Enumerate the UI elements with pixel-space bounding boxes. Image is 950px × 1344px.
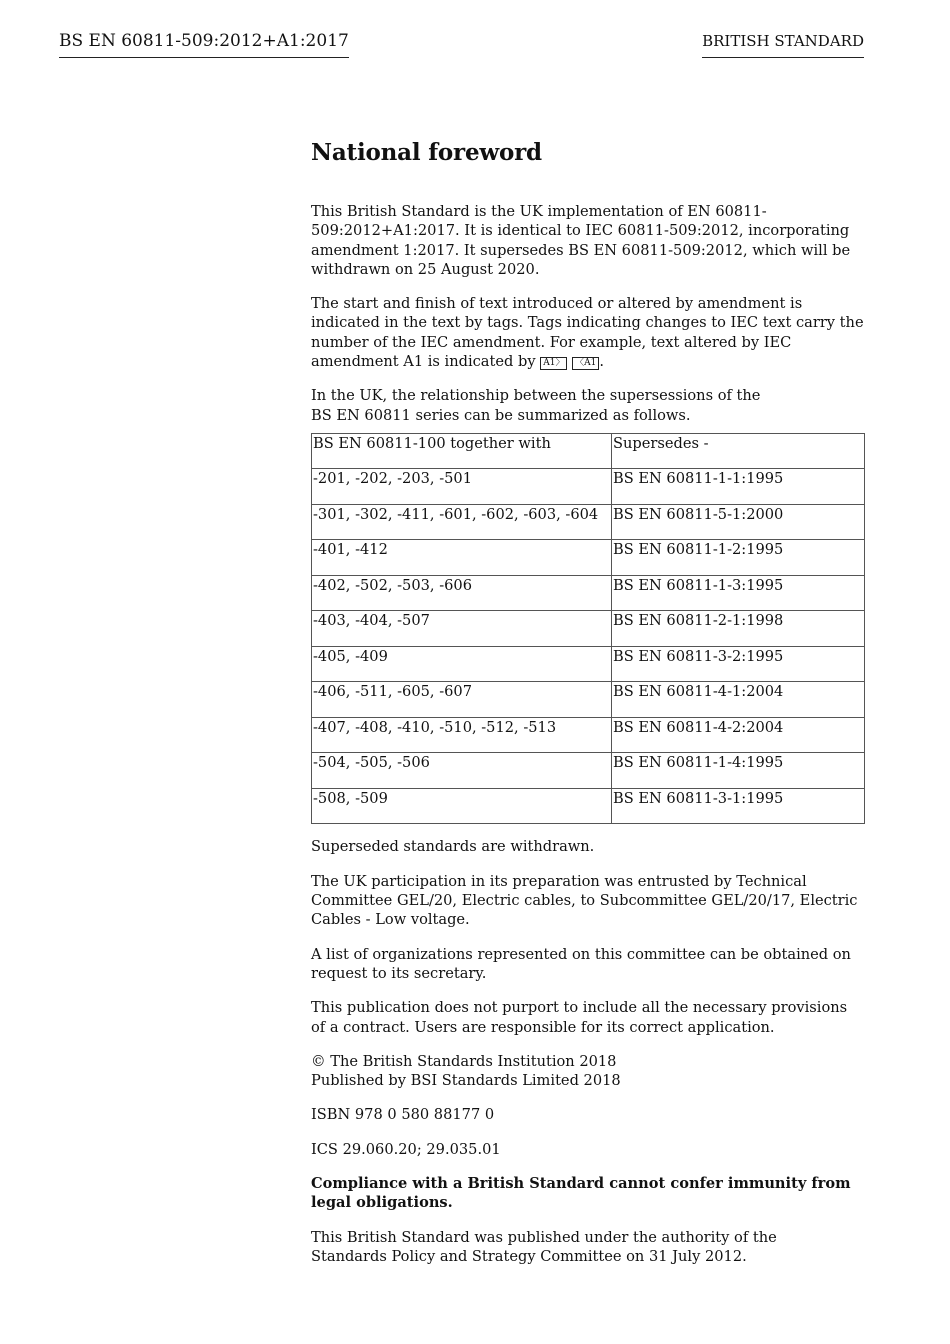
- supersession-table: [311, 433, 865, 825]
- supersedes-cell: BS EN 60811-5-1:2000: [612, 504, 865, 540]
- table-row: [312, 682, 865, 718]
- implementation-paragraph: This British Standard is the UK implementation of EN 60811-509:2012+A1:2017. It is identical to IEC 60811-509:2012, incorporating amendment 1:2017. It supersedes BS EN 60811-509:2012, which will be withdrawn on 25 August 2020.: [311, 203, 851, 278]
- compliance-statement: Compliance with a British Standard cannot confer immunity from legal obligations.: [311, 1175, 851, 1212]
- amendment-open-tag-icon: A1〉: [540, 357, 567, 370]
- table-header-row: [312, 433, 865, 469]
- supersedes-cell: BS EN 60811-3-1:1995: [612, 788, 865, 824]
- supersedes-cell: BS EN 60811-1-4:1995: [612, 753, 865, 789]
- table-header-cell: BS EN 60811-100 together with: [312, 433, 612, 469]
- table-row: [312, 717, 865, 753]
- table-row: [312, 540, 865, 576]
- table-row: [312, 611, 865, 647]
- supersession-intro-paragraph: [311, 386, 864, 425]
- publisher-line: Published by BSI Standards Limited 2018: [311, 1072, 621, 1090]
- parts-cell: -508, -509: [312, 788, 612, 824]
- amendment-tags-end: .: [599, 353, 604, 371]
- copyright-line: © The British Standards Institution 2018: [311, 1052, 617, 1070]
- supersession-intro-line1: In the UK, the relationship between the supersessions of the: [311, 387, 761, 405]
- table-row: [312, 753, 865, 789]
- amendment-close-tag-icon: 〈A1: [572, 357, 599, 370]
- parts-cell: -401, -412: [312, 540, 612, 576]
- isbn: ISBN 978 0 580 88177 0: [311, 1106, 495, 1124]
- supersedes-cell: BS EN 60811-1-1:1995: [612, 469, 865, 505]
- table-row: [312, 504, 865, 540]
- document-series-label: BRITISH STANDARD: [702, 30, 864, 58]
- supersedes-cell: BS EN 60811-2-1:1998: [612, 611, 865, 647]
- supersedes-cell: BS EN 60811-1-2:1995: [612, 540, 865, 576]
- participation-paragraph: The UK participation in its preparation was entrusted by Technical Committee GEL/20, Electric cables, to Subcommittee GEL/20/17, Electric Cables - Low voltage.: [311, 872, 858, 929]
- amendment-tags-paragraph: [311, 294, 864, 371]
- table-row: [312, 469, 865, 505]
- parts-cell: -407, -408, -410, -510, -512, -513: [312, 717, 612, 753]
- parts-cell: -504, -505, -506: [312, 753, 612, 789]
- ics-codes: ICS 29.060.20; 29.035.01: [311, 1140, 501, 1158]
- authority-paragraph: [311, 1228, 864, 1267]
- contract-paragraph: This publication does not purport to include all the necessary provisions of a contract. Users are responsible for its correct application.: [311, 999, 848, 1036]
- table-row: [312, 646, 865, 682]
- parts-cell: -201, -202, -203, -501: [312, 469, 612, 505]
- page-title: National foreword: [311, 139, 542, 166]
- organizations-paragraph: A list of organizations represented on this committee can be obtained on request to its secretary.: [311, 945, 851, 982]
- parts-cell: -301, -302, -411, -601, -602, -603, -604: [312, 504, 612, 540]
- supersedes-cell: BS EN 60811-1-3:1995: [612, 575, 865, 611]
- supersedes-cell: BS EN 60811-3-2:1995: [612, 646, 865, 682]
- document-number: BS EN 60811-509:2012+A1:2017: [59, 30, 349, 58]
- parts-cell: -406, -511, -605, -607: [312, 682, 612, 718]
- table-row: [312, 575, 865, 611]
- parts-cell: -405, -409: [312, 646, 612, 682]
- supersession-intro-line2: BS EN 60811 series can be summarized as follows.: [311, 406, 691, 424]
- foreword-content: [311, 138, 864, 1281]
- parts-cell: -403, -404, -507: [312, 611, 612, 647]
- supersedes-cell: BS EN 60811-4-1:2004: [612, 682, 865, 718]
- copyright-block: [311, 1052, 864, 1091]
- supersedes-cell: BS EN 60811-4-2:2004: [612, 717, 865, 753]
- authority-line1: This British Standard was published under the authority of the: [311, 1228, 777, 1246]
- authority-line2: Standards Policy and Strategy Committee on 31 July 2012.: [311, 1247, 747, 1265]
- parts-cell: -402, -502, -503, -606: [312, 575, 612, 611]
- table-row: [312, 788, 865, 824]
- table-header-cell: Supersedes -: [612, 433, 865, 469]
- amendment-tags-text: The start and finish of text introduced or altered by amendment is indicated in the text by tags. Tags indicating changes to IEC text carry the number of the IEC amendment. For example, text altered by IEC amendment A1 is indicated by: [311, 295, 864, 371]
- withdrawn-note: Superseded standards are withdrawn.: [311, 838, 595, 856]
